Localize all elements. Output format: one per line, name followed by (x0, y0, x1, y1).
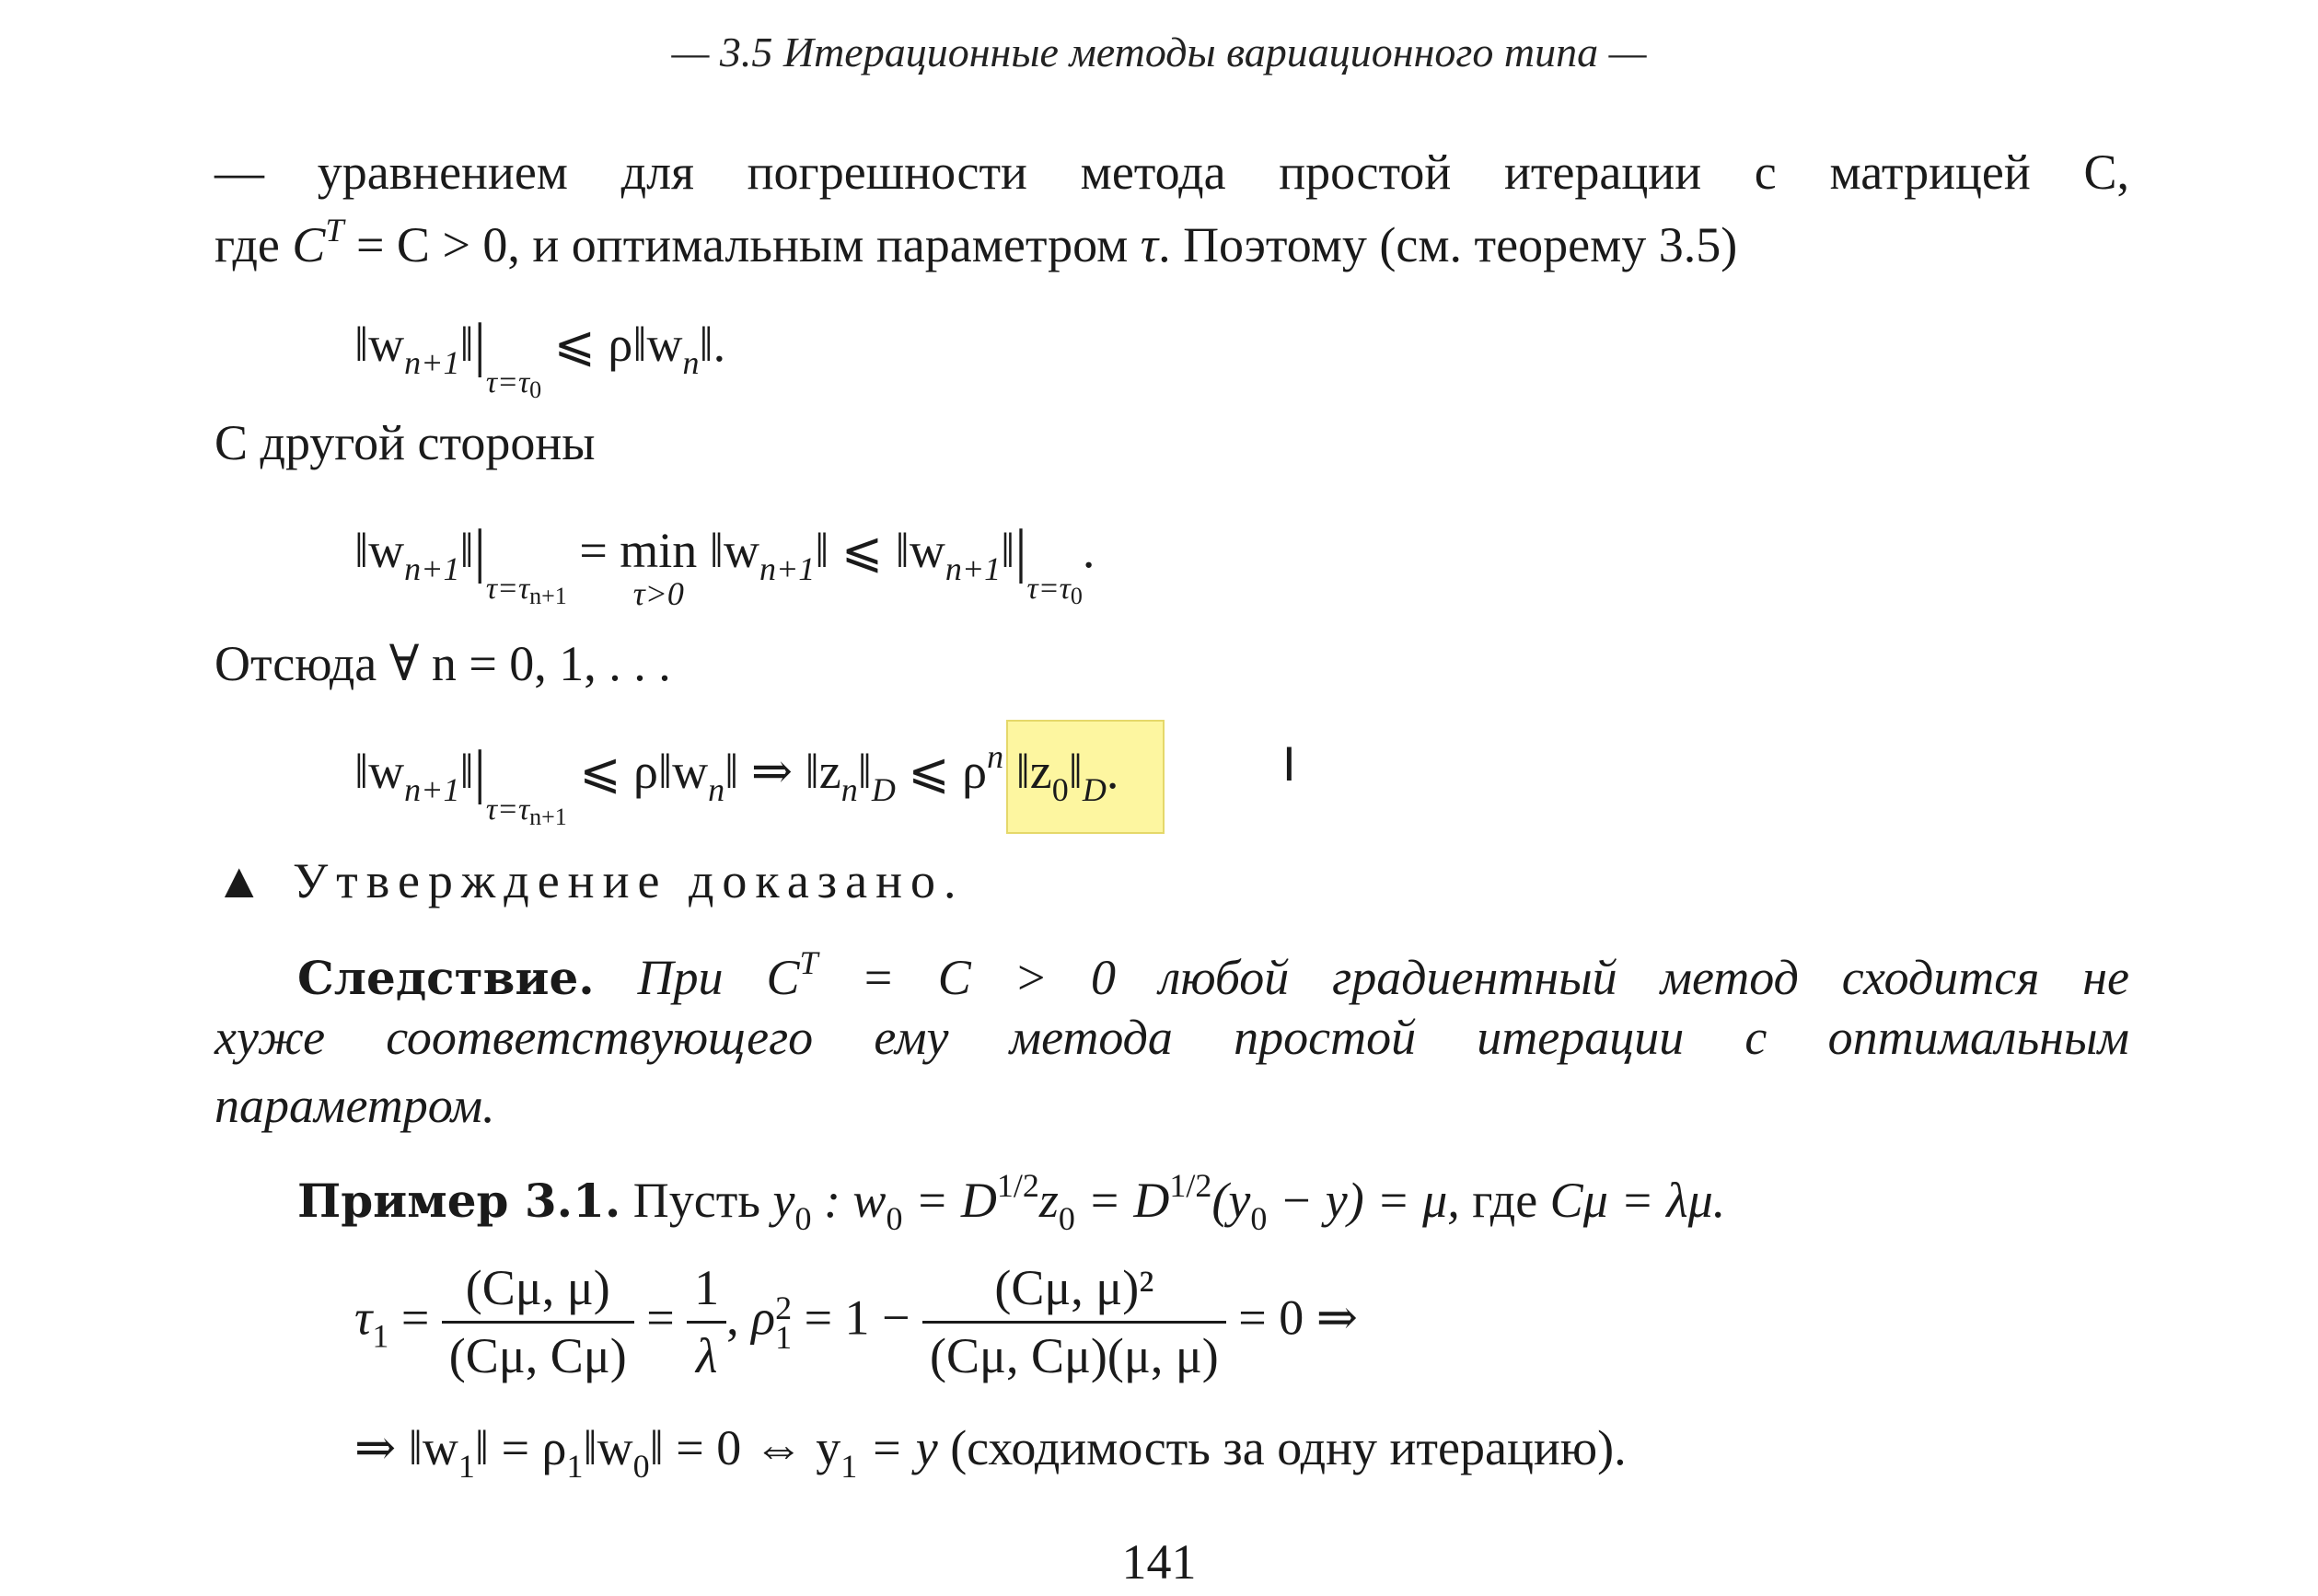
fraction-rho: $\frac{\text{(Cμ, μ)²}}{(C\mu, C\mu)(\mu, \mu)}$ (922, 1261, 1226, 1384)
running-header: — 3.5 Итерационные методы вариационного типа — (671, 29, 1647, 75)
equation-1: $‖w_{n+1}‖|_{\tau=\tau 0}$ ⩽ $\rho‖w_n‖$. (354, 311, 726, 403)
text-hence: Отсюда ∀ n = 0, 1, . . . (214, 636, 671, 691)
qed-statement: ▲ Утверждение доказано. (214, 853, 965, 908)
corollary-line-2: хуже соответствующего ему метода простой итерации с оптимальным (214, 1010, 2129, 1065)
equation-3: $‖w_{n+1}‖|_{\tau=\tau n+1}$ ⩽ $\rho‖w_n‖$ ⇒ $‖z_n‖_D$ ⩽ $\rho^n$ $‖z_0‖_D$. (354, 738, 1119, 830)
min-operator: min τ>0 (620, 523, 698, 612)
equation-4: $\tau_1$ = $\frac{(C\mu, \mu)}{(C\mu, C\mu)}$ = $\frac{1}{\lambda}$ , ρ 2 1 = 1 − $\frac{\text{(Cμ, μ)²}}{(C\mu, C\mu)(\mu, \mu)}$ = 0 ⇒ (354, 1260, 1358, 1384)
text-cursor-icon: I (1282, 738, 1296, 792)
corollary-line-3: параметром. (214, 1078, 495, 1133)
equation-5: ⇒ $‖w_1‖$ = $\rho_1‖w_0‖ = 0$ ⇔ $y_1 = y$ (сходимость за одну итерацию). (354, 1420, 1627, 1485)
highlighted-term[interactable]: $‖z_n‖_D$ (805, 744, 896, 808)
example-line: Пример 3.1. Пусть $y_0$ : $w_0 = D^{1/2}z_0 = D^{1/2}(y_0 - y) = \mu$, где Cμ = λμ. (297, 1167, 1726, 1237)
fraction-one-over-lambda: $\frac{1}{\lambda}$ (687, 1261, 726, 1384)
fraction-tau: $\frac{(C\mu, \mu)}{(C\mu, C\mu)}$ (442, 1261, 634, 1384)
paragraph-line-2: где $C^T = C > 0$, и оптимальным параметром τ. Поэтому (см. теорему 3.5) (214, 212, 1738, 272)
corollary-line-1: Следствие. При $C^T = C > 0$ любой градиентный метод сходится не (297, 944, 2130, 1005)
paragraph-line-1: — уравнением для погрешности метода простой итерации с матрицей C, (214, 145, 2129, 200)
equation-2: $‖w_{n+1}‖|_{\tau=\tau n+1} = \min$ τ>0 $‖w_{n+1}‖$ ⩽ $‖w_{n+1}‖|_{\tau=\tau 0}$. (354, 517, 1095, 612)
text-other-side: С другой стороны (214, 415, 596, 470)
page-number: 141 (1121, 1534, 1197, 1590)
